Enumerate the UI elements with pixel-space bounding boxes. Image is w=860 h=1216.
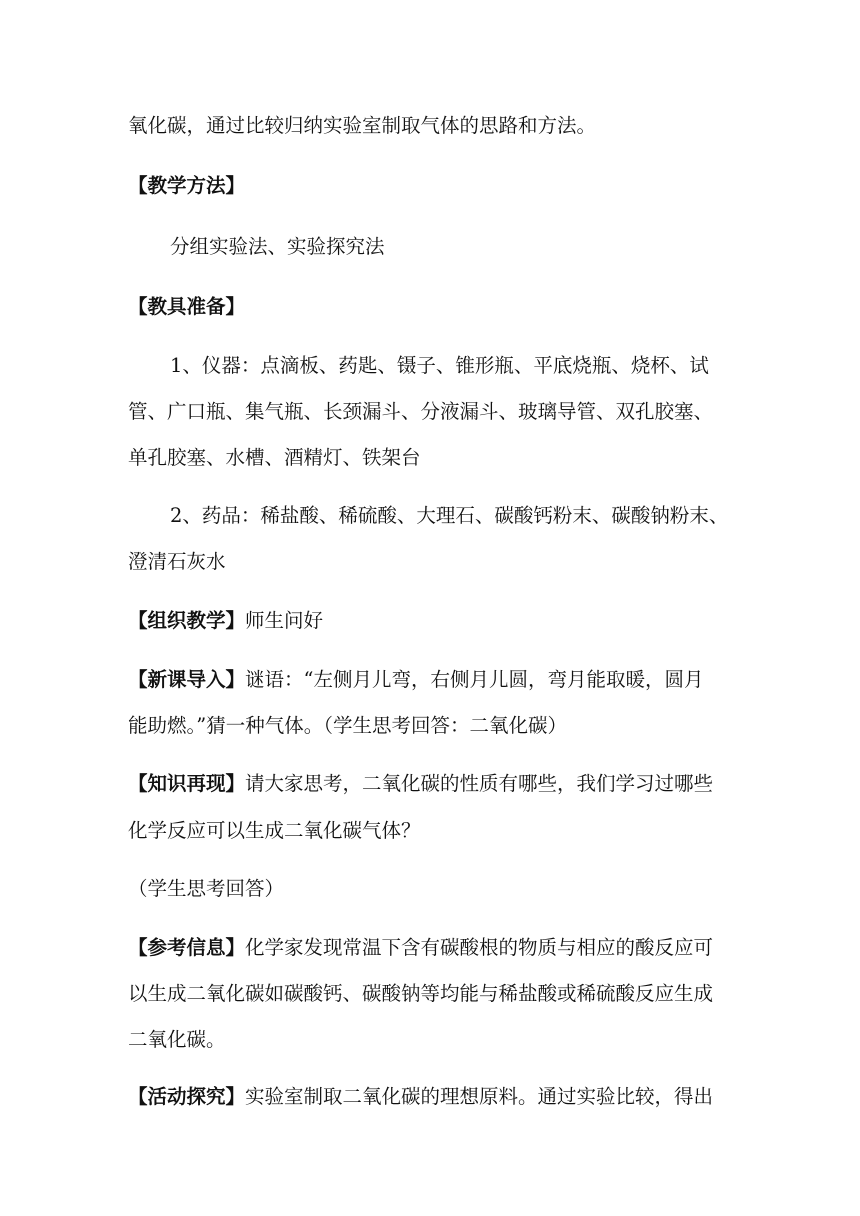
section-heading: 【教学方法】 (128, 174, 246, 197)
body-text: 化学反应可以生成二氧化碳气体？ (128, 819, 421, 842)
section-heading: 【组织教学】 (128, 609, 246, 632)
section-organize-teaching (128, 608, 323, 634)
body-text: 化学家发现常温下含有碳酸根的物质与相应的酸反应可 (245, 936, 714, 959)
paragraph-reference-info-cont (128, 981, 713, 1007)
paragraph-objectives-cont (128, 113, 596, 139)
body-text: 师生问好 (245, 609, 324, 632)
body-text: （学生思考回答） (128, 877, 285, 900)
paragraph-reagents-cont (128, 549, 226, 575)
section-lesson-intro (128, 667, 704, 693)
paragraph-lesson-intro-cont (128, 713, 567, 739)
section-heading: 【活动探究】 (128, 1085, 246, 1108)
body-text: 2、药品：稀盐酸、稀硫酸、大理石、碳酸钙粉末、碳酸钠粉末、 (170, 504, 729, 527)
paragraph-instruments-cont (128, 399, 713, 425)
section-teaching-method (128, 173, 245, 199)
body-text: 请大家思考，二氧化碳的性质有哪些，我们学习过哪些 (245, 772, 714, 795)
paragraph-teaching-method (170, 234, 385, 260)
section-knowledge-review (128, 771, 713, 797)
body-text: 以生成二氧化碳如碳酸钙、碳酸钠等均能与稀盐酸或稀硫酸反应生成 (128, 982, 714, 1005)
section-activity-inquiry (128, 1084, 713, 1110)
section-heading: 【新课导入】 (128, 668, 246, 691)
section-heading: 【参考信息】 (128, 936, 246, 959)
paragraph-student-answer (128, 876, 284, 902)
paragraph-instruments-cont (128, 445, 421, 471)
paragraph-reference-info-cont (128, 1027, 226, 1053)
body-text: 单孔胶塞、水槽、酒精灯、铁架台 (128, 446, 421, 469)
section-teaching-tools (128, 294, 245, 320)
section-heading: 【教具准备】 (128, 295, 246, 318)
paragraph-instruments (170, 353, 709, 379)
section-heading: 【知识再现】 (128, 772, 246, 795)
paragraph-reagents (170, 503, 728, 529)
body-text: 管、广口瓶、集气瓶、长颈漏斗、分液漏斗、玻璃导管、双孔胶塞、 (128, 400, 714, 423)
body-text: 二氧化碳。 (128, 1028, 226, 1051)
section-reference-info (128, 935, 713, 961)
body-text: 澄清石灰水 (128, 550, 226, 573)
body-text: 氧化碳，通过比较归纳实验室制取气体的思路和方法。 (128, 114, 597, 137)
body-text: 能助燃。”猜一种气体。（学生思考回答：二氧化碳） (128, 714, 567, 737)
body-text: 1、仪器：点滴板、药匙、镊子、锥形瓶、平底烧瓶、烧杯、试 (170, 354, 709, 377)
body-text: 分组实验法、实验探究法 (170, 235, 385, 258)
body-text: 谜语：“左侧月儿弯，右侧月儿圆，弯月能取暖，圆月 (245, 668, 704, 691)
paragraph-knowledge-review-cont (128, 818, 421, 844)
body-text: 实验室制取二氧化碳的理想原料。通过实验比较，得出 (245, 1085, 714, 1108)
